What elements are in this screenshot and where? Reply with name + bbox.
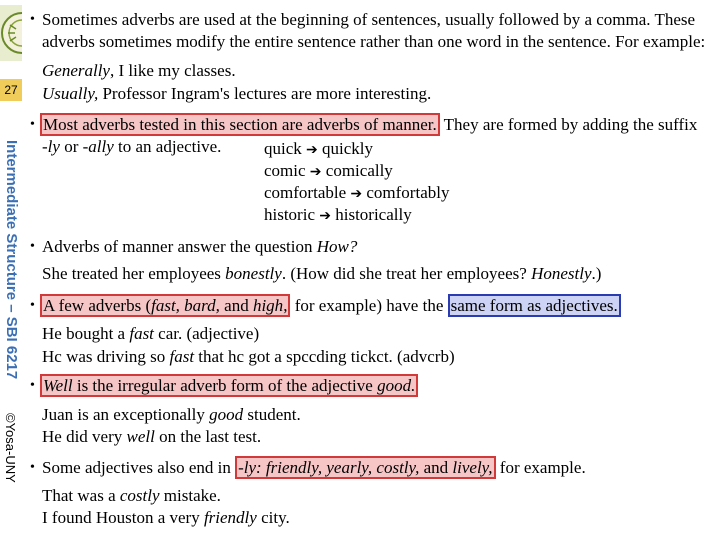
bullet-icon: •: [30, 378, 35, 393]
bullet-icon: •: [30, 12, 35, 27]
b3-ex-b: bonestly: [225, 264, 282, 283]
sidebar: [0, 0, 22, 540]
highlight-well-good: [40, 374, 418, 397]
highlight-same-form: same form as adjectives.: [448, 294, 621, 317]
b1-line2: adverbs sometimes modify the entire sentence rather than one word in the sentence. For example:: [42, 32, 706, 51]
right-arrow-icon: ➔: [306, 143, 318, 158]
highlight-ly-adjectives: [235, 456, 495, 479]
b4-ex1-c: car. (adjective): [153, 324, 260, 343]
b4-ex2-b: fast: [169, 347, 195, 366]
b4-mid: for example) have the: [290, 296, 448, 315]
b6-hl: -ly: friendly, yearly, costly,: [238, 458, 420, 477]
bullet-icon: •: [30, 117, 35, 132]
b4-ex2-c: that hc got a spccding tickct. (advcrb): [194, 347, 455, 366]
b5-line1: [40, 375, 418, 397]
b1-example2-em: Usually,: [42, 84, 99, 103]
b6-ex1-c: mistake.: [159, 486, 221, 505]
b5-ex2-b: well: [126, 427, 155, 446]
b5-ex2-a: He did very: [42, 427, 127, 446]
b1-example1-rest: , I like my classes.: [109, 61, 236, 80]
b1-example2: [42, 83, 431, 105]
b6-rest: for example.: [495, 458, 586, 477]
b2-line2: [42, 136, 221, 158]
b6-ex1-a: That was a: [42, 486, 120, 505]
vertical-course-title: [2, 140, 20, 420]
b4-example1: [42, 323, 259, 345]
adverb: quickly: [322, 139, 374, 158]
vertical-course-title-text: Intermediate Structure – SBI 6217: [3, 140, 20, 380]
university-logo: [0, 5, 22, 61]
b6-ex2-a: I found Houston a very: [42, 508, 204, 527]
b5-example1: [42, 404, 301, 426]
adjective: comfortable: [264, 183, 347, 202]
b1-example2-rest: Professor Ingram's lectures are more interesting.: [98, 84, 432, 103]
right-arrow-icon: ➔: [309, 165, 322, 180]
b5-ex2-c: on the last test.: [154, 427, 262, 446]
suffix-ally: -ally: [82, 137, 114, 156]
b5-hl-b: is the irregular adverb form of the adjective: [72, 376, 378, 395]
b5-ex1-b: good: [209, 405, 244, 424]
b6-ex2-c: city.: [256, 508, 290, 527]
b5-ex1-c: student.: [243, 405, 301, 424]
b6-hl-lively: lively,: [452, 458, 493, 477]
right-arrow-icon: ➔: [350, 187, 363, 202]
adverb: comically: [325, 161, 393, 180]
b4-ex2-a: Hc was driving so: [42, 347, 170, 366]
b6-hl-and: and: [419, 458, 453, 477]
b3-ex-a: She treated her employees: [42, 264, 226, 283]
b5-example2: [42, 426, 261, 448]
b3-text: Adverbs of manner answer the question: [42, 237, 317, 256]
adjective: comic: [264, 161, 306, 180]
b4-hl-c: and: [219, 296, 253, 315]
page-number: 27: [0, 79, 22, 101]
adverb-pair-row: [264, 182, 449, 206]
adverb: historically: [335, 205, 412, 224]
b4-ex1-a: He bought a: [42, 324, 130, 343]
b4-hl-d: high: [252, 296, 284, 315]
b1-example1-em: Generally: [42, 61, 110, 80]
b6-example1: [42, 485, 221, 507]
b3-em: How?: [316, 237, 358, 256]
vertical-credit-text: ©Yosa-UNY: [3, 413, 18, 483]
b2-line2-rest: to an adjective.: [113, 137, 222, 156]
b2-line1-rest: They are formed by adding the suffix: [439, 115, 698, 134]
b4-example2: [42, 346, 455, 368]
b4-ex1-b: fast: [129, 324, 154, 343]
b5-hl-a: Well: [43, 376, 73, 395]
b3-line1: [42, 236, 357, 258]
b5-ex1-a: Juan is an exceptionally: [42, 405, 210, 424]
adjective: historic: [264, 205, 315, 224]
adverb-pair-row: [264, 204, 412, 228]
b6-line1: [42, 457, 586, 479]
b2-or: or: [59, 137, 83, 156]
b6-ex1-b: costly: [119, 486, 160, 505]
right-arrow-icon: ➔: [319, 209, 331, 224]
bullet-icon: •: [30, 460, 35, 475]
b4-hl-a: A few adverbs (: [43, 296, 152, 315]
b6-ex2-b: friendly: [203, 508, 257, 527]
b3-ex-c: . (How did she treat her employees?: [281, 264, 532, 283]
vertical-credit: [2, 413, 20, 533]
b5-hl-c: good.: [377, 376, 416, 395]
b2-line1: [40, 114, 697, 136]
adjective: quick: [264, 139, 302, 158]
highlight-few-adverbs: [40, 294, 290, 317]
adverb-pair-row: [264, 160, 393, 184]
b4-hl-e: ,: [283, 296, 288, 315]
bullet-icon: •: [30, 239, 35, 254]
b3-ex-d: Honestly: [531, 264, 592, 283]
b6-example2: [42, 507, 290, 529]
bullet-icon: •: [30, 298, 35, 313]
highlight-adverbs-of-manner: Most adverbs tested in this section are adverbs of manner.: [40, 113, 440, 136]
b6-text: Some adjectives also end in: [42, 458, 236, 477]
adverb-pair-row: [264, 138, 373, 162]
adverb: comfortably: [366, 183, 450, 202]
b1-line1: Sometimes adverbs are used at the beginning of sentences, usually followed by a comma. These: [42, 10, 696, 29]
b1-example1: [42, 60, 236, 82]
b4-line1: [40, 295, 621, 317]
suffix-ly: -ly: [42, 137, 60, 156]
b4-hl-b: fast, bard,: [151, 296, 220, 315]
b3-example: [42, 263, 601, 285]
b3-ex-e: .): [591, 264, 602, 283]
